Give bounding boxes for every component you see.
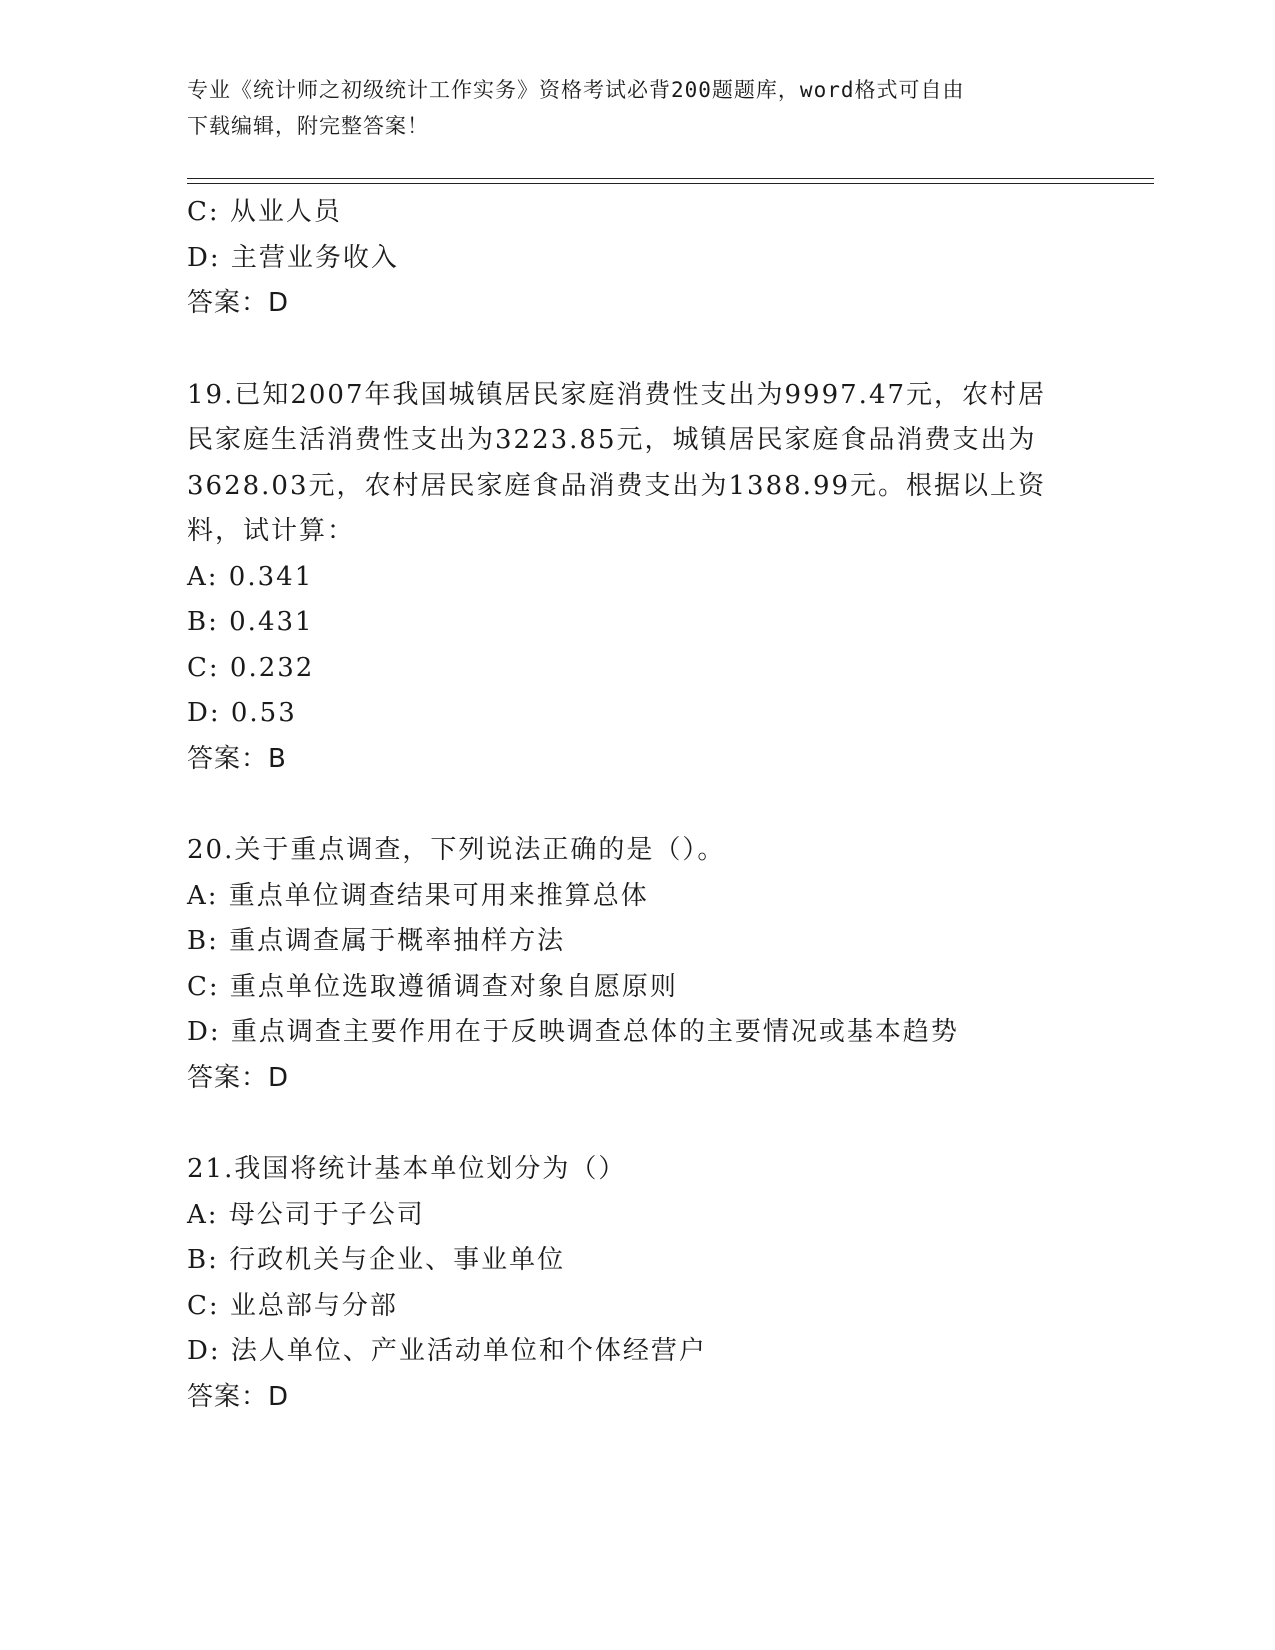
option-d: D: 法人单位、产业活动单位和个体经营户: [187, 1336, 707, 1366]
question-stem-line: 21.我国将统计基本单位划分为（）: [187, 1154, 627, 1184]
previous-question: [187, 190, 1087, 327]
option-b: B: 重点调查属于概率抽样方法: [187, 926, 566, 956]
question-stem-line: 20.关于重点调查，下列说法正确的是（）。: [187, 835, 726, 865]
option-a: A: 0.341: [187, 561, 314, 592]
option-a: A: 母公司于子公司: [187, 1199, 425, 1230]
option-c: C: 0.232: [187, 652, 315, 683]
spacer: [187, 1101, 1087, 1147]
option-c: C: 业总部与分部: [187, 1290, 398, 1321]
answer-line: 答案：D: [187, 1062, 290, 1093]
question-stem-line: 料，试计算：: [187, 516, 356, 546]
question-stem-line: 民家庭生活消费性支出为3223.85元，城镇居民家庭食品消费支出为: [187, 425, 1037, 455]
option-b: B: 0.431: [187, 607, 314, 637]
header-line-2: 下载编辑，附完整答案！: [187, 114, 429, 138]
spacer: [187, 782, 1087, 828]
option-b: B: 行政机关与企业、事业单位: [187, 1245, 566, 1275]
question-content: [187, 190, 1087, 1420]
question-stem-line: 19.已知2007年我国城镇居民家庭消费性支出为9997.47元，农村居: [187, 379, 1047, 410]
answer-line: 答案：D: [187, 1381, 290, 1412]
question-20: [187, 828, 1087, 1101]
header-divider-top: [187, 178, 1154, 179]
spacer: [187, 327, 1087, 373]
answer-line: 答案：D: [187, 288, 290, 318]
question-21: [187, 1147, 1087, 1420]
option-c: C: 从业人员: [187, 197, 342, 227]
option-a: A: 重点单位调查结果可用来推算总体: [187, 880, 649, 911]
header-divider-bottom: [187, 183, 1154, 184]
option-d: D: 0.53: [187, 698, 297, 728]
question-stem-line: 3628.03元，农村居民家庭食品消费支出为1388.99元。根据以上资: [187, 470, 1047, 501]
answer-line: 答案：B: [187, 743, 287, 774]
document-header: [187, 72, 1087, 144]
option-c: C: 重点单位选取遵循调查对象自愿原则: [187, 971, 678, 1002]
option-d: D: 重点调查主要作用在于反映调查总体的主要情况或基本趋势: [187, 1017, 959, 1047]
question-19: [187, 373, 1087, 783]
option-d: D: 主营业务收入: [187, 242, 399, 273]
header-line-1: 专业《统计师之初级统计工作实务》资格考试必背200题题库，word格式可自由: [187, 78, 965, 102]
